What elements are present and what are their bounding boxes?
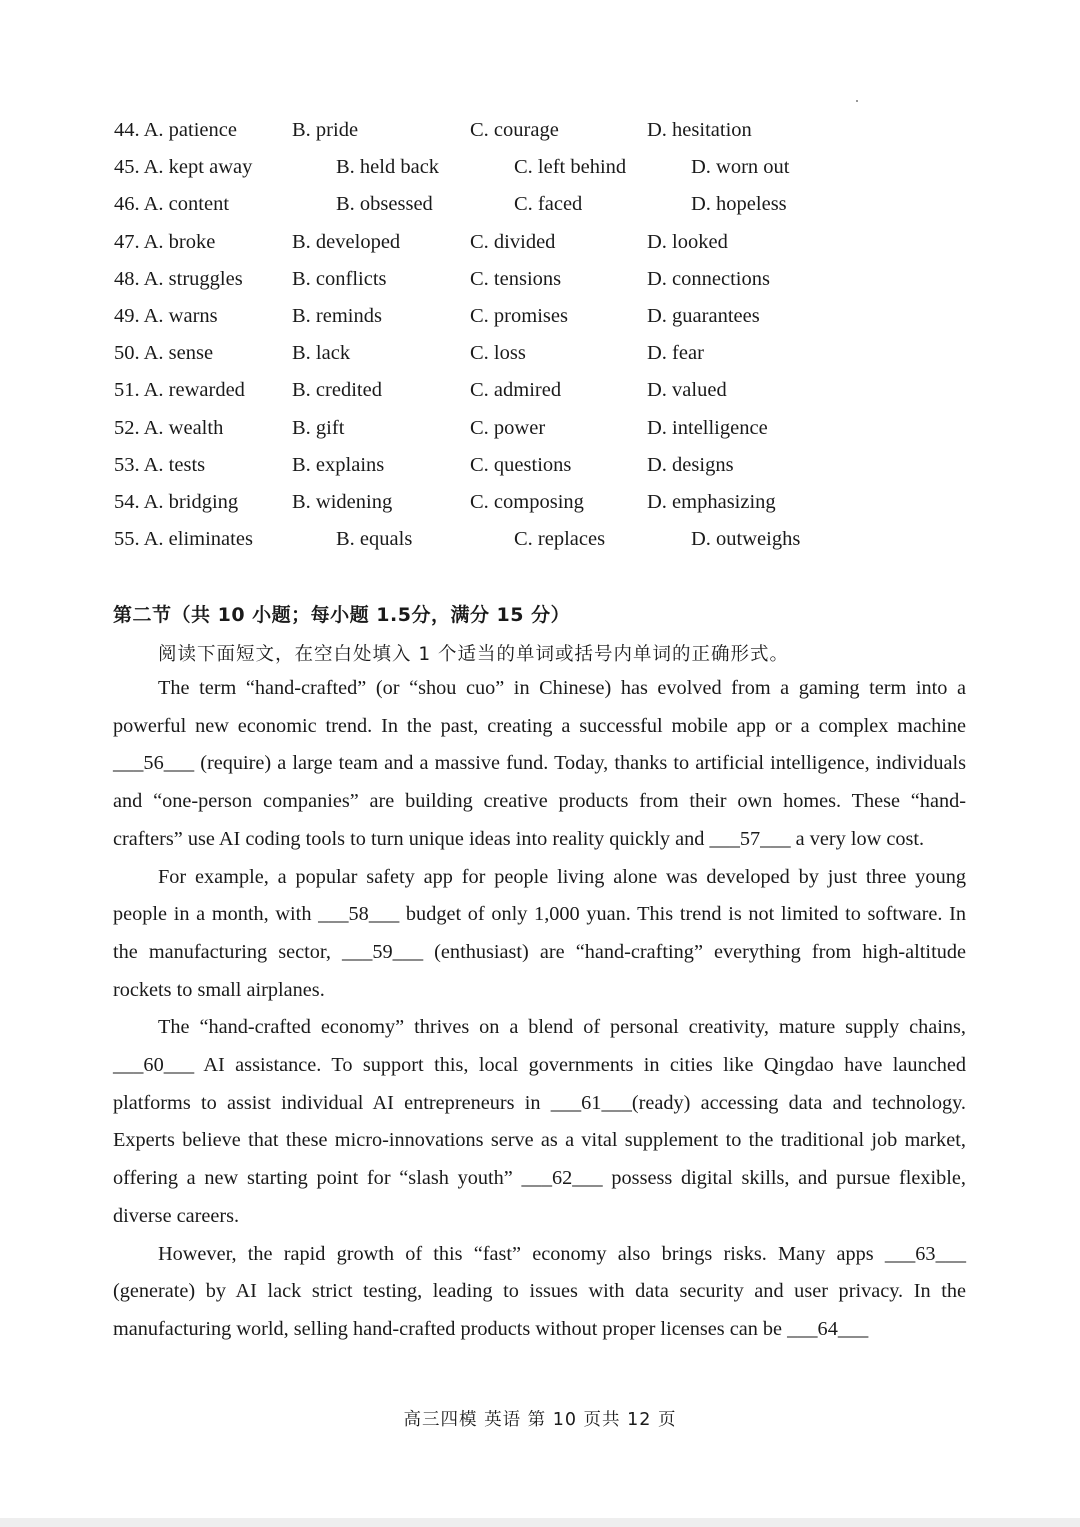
section-title: 第二节（共 10 小题；每小题 1.5分，满分 15 分） (113, 604, 571, 626)
option-a: 47. A. broke (114, 230, 216, 253)
option-c: C. power (470, 416, 546, 439)
option-c: C. composing (470, 490, 584, 513)
scan-edge (0, 1518, 1080, 1527)
option-d: D. designs (647, 453, 734, 476)
question-row (114, 410, 874, 447)
option-a: 49. A. warns (114, 304, 218, 327)
option-b: B. conflicts (292, 267, 387, 290)
question-row (114, 521, 874, 558)
option-a: 54. A. bridging (114, 490, 239, 513)
option-c: C. tensions (470, 267, 562, 290)
option-a: 46. A. content (114, 193, 230, 216)
option-d: D. intelligence (647, 416, 768, 439)
option-b: B. obsessed (336, 193, 433, 216)
passage-paragraph: For example, a popular safety app for people living alone was developed by just three young people in a month, with ___58___ budget of only 1,000 yuan. This trend is not limited to software. In the manufacturing sector, ___59___ (enthusiast) are “hand-crafting” everything from high-altitude rockets to small airplanes. (113, 865, 966, 1001)
question-row (114, 484, 874, 521)
option-b: B. gift (292, 416, 345, 439)
question-row (114, 335, 874, 372)
option-c: C. admired (470, 379, 562, 402)
option-d: D. looked (647, 230, 728, 253)
option-a: 52. A. wealth (114, 416, 224, 439)
option-d: D. connections (647, 267, 770, 290)
option-a: 53. A. tests (114, 453, 206, 476)
option-b: B. equals (336, 528, 413, 551)
option-c: C. questions (470, 453, 572, 476)
option-c: C. replaces (514, 528, 606, 551)
question-row (114, 149, 874, 186)
option-b: B. reminds (292, 304, 382, 327)
option-d: D. guarantees (647, 304, 760, 327)
passage-paragraph: However, the rapid growth of this “fast” economy also brings risks. Many apps ___63___ (generate) by AI lack strict testing, leading to issues with data security and user privacy. In the manufacturing world, selling hand-crafted products without proper licenses can be ___64___ (113, 1242, 966, 1340)
option-c: C. loss (470, 342, 526, 365)
option-d: D. outweighs (691, 528, 801, 551)
option-d: D. fear (647, 342, 704, 365)
option-a: 55. A. eliminates (114, 528, 253, 551)
option-b: B. explains (292, 453, 385, 476)
option-c: C. divided (470, 230, 556, 253)
option-a: 48. A. struggles (114, 267, 243, 290)
section-instruction: 阅读下面短文，在空白处填入 1 个适当的单词或括号内单词的正确形式。 (158, 644, 790, 665)
option-c: C. promises (470, 304, 568, 327)
option-b: B. widening (292, 490, 393, 513)
question-row (114, 447, 874, 484)
question-row (114, 112, 874, 149)
question-row (114, 224, 874, 261)
question-row (114, 372, 874, 409)
option-d: D. hesitation (647, 119, 752, 141)
option-b: B. credited (292, 379, 382, 402)
passage-paragraph: The “hand-crafted economy” thrives on a blend of personal creativity, mature supply chains, ___60___ AI assistance. To support this, local governments in cities like Qingdao have launched platforms to assist individual AI entrepreneurs in ___61___(ready) accessing data and technology. Experts believe that these micro-innovations serve as a vital supplement to the traditional job market, offering a new starting point for “slash youth” ___62___ possess digital skills, and pursue flexible, diverse careers. (113, 1016, 966, 1227)
option-b: B. pride (292, 119, 359, 141)
option-d: D. emphasizing (647, 490, 776, 513)
option-a: 50. A. sense (114, 342, 214, 365)
option-a: 45. A. kept away (114, 156, 253, 179)
option-a: 44. A. patience (114, 119, 237, 141)
question-row (114, 298, 874, 335)
cloze-passage (113, 670, 966, 1349)
option-d: D. valued (647, 379, 727, 402)
option-b: B. developed (292, 230, 401, 253)
page-footer: 高三四模 英语 第 10 页共 12 页 (403, 1410, 677, 1430)
passage-paragraph: The term “hand-crafted” (or “shou cuo” in Chinese) has evolved from a gaming term into a powerful new economic trend. In the past, creating a successful mobile app or a complex machine ___56___ (require) a large team and a massive fund. Today, thanks to artificial intelligence, individuals and “one-person companies” are building creative products from their own homes. These “hand-crafters” use AI coding tools to turn unique ideas into reality quickly and ___57___ a very low cost. (113, 677, 966, 850)
option-c: C. left behind (514, 156, 627, 179)
option-c: C. courage (470, 119, 559, 141)
multiple-choice-options (114, 112, 874, 558)
option-a: 51. A. rewarded (114, 379, 245, 402)
option-b: B. held back (336, 156, 440, 179)
scan-speck (856, 100, 858, 102)
question-row (114, 261, 874, 298)
option-c: C. faced (514, 193, 583, 216)
question-row (114, 186, 874, 223)
option-d: D. hopeless (691, 193, 787, 216)
option-b: B. lack (292, 342, 351, 365)
option-d: D. worn out (691, 156, 790, 179)
